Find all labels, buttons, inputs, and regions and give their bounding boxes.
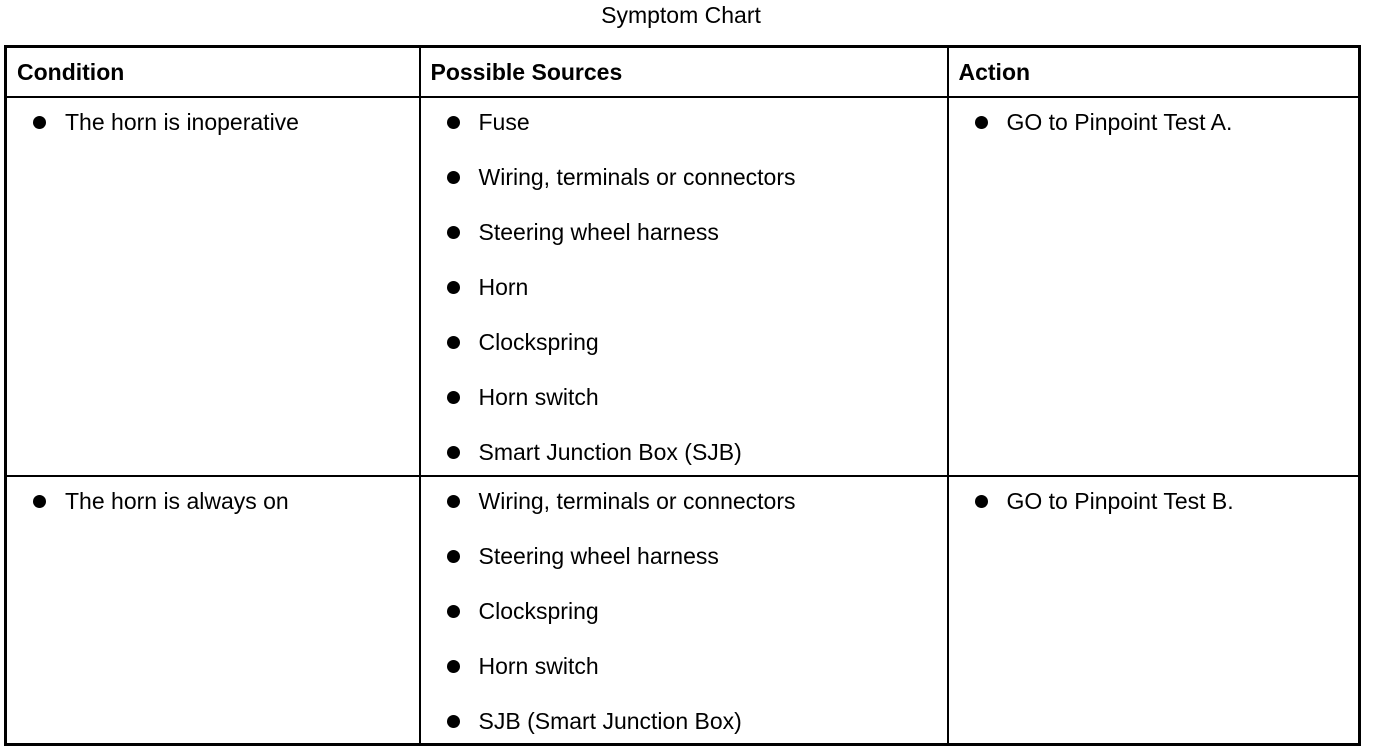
table-row [6,476,1360,745]
bullet-icon [447,715,460,728]
source-text: SJB (Smart Junction Box) [478,708,742,734]
source-text: Clockspring [478,598,599,624]
condition-text: The horn is always on [65,488,289,514]
source-text: Horn switch [478,653,599,679]
bullet-icon [447,446,460,459]
bullet-icon [447,605,460,618]
list-item [421,485,947,518]
list-item [949,485,1359,518]
action-text: GO to Pinpoint Test B. [1006,488,1234,514]
table-row [6,97,1360,476]
list-item [421,106,947,139]
list-item [421,381,947,414]
table-header-row [6,47,1360,98]
bullet-icon [975,495,988,508]
bullet-icon [447,391,460,404]
source-text: Steering wheel harness [478,543,719,569]
source-text: Steering wheel harness [478,219,719,245]
condition-text: The horn is inoperative [65,109,299,135]
bullet-icon [447,171,460,184]
source-text: Fuse [478,109,530,135]
page-title: Symptom Chart [601,2,761,28]
source-text: Smart Junction Box (SJB) [478,439,742,465]
bullet-icon [447,116,460,129]
sources-list [421,98,947,469]
bullet-icon [33,495,46,508]
list-item [421,161,947,194]
action-text: GO to Pinpoint Test A. [1006,109,1233,135]
list-item [421,436,947,469]
list-item [421,216,947,249]
list-item [421,650,947,683]
action-cell [948,476,1360,745]
bullet-icon [447,281,460,294]
source-text: Horn [478,274,529,300]
bullet-icon [447,660,460,673]
bullet-icon [975,116,988,129]
condition-list [7,98,419,139]
source-text: Clockspring [478,329,599,355]
sources-cell [420,476,948,745]
list-item [7,485,419,518]
bullet-icon [447,336,460,349]
source-text: Wiring, terminals or connectors [478,164,796,190]
column-header-possible-sources: Possible Sources [420,47,948,98]
sources-cell [420,97,948,476]
action-cell [948,97,1360,476]
list-item [421,540,947,573]
bullet-icon [447,226,460,239]
bullet-icon [33,116,46,129]
condition-list [7,477,419,518]
action-list [949,477,1359,518]
sources-list [421,477,947,738]
condition-cell [6,97,420,476]
list-item [7,106,419,139]
symptom-table [4,45,1361,746]
source-text: Wiring, terminals or connectors [478,488,796,514]
condition-cell [6,476,420,745]
column-header-action: Action [948,47,1360,98]
source-text: Horn switch [478,384,599,410]
list-item [421,271,947,304]
bullet-icon [447,550,460,563]
list-item [949,106,1359,139]
action-list [949,98,1359,139]
list-item [421,326,947,359]
list-item [421,705,947,738]
bullet-icon [447,495,460,508]
list-item [421,595,947,628]
column-header-condition: Condition [6,47,420,98]
